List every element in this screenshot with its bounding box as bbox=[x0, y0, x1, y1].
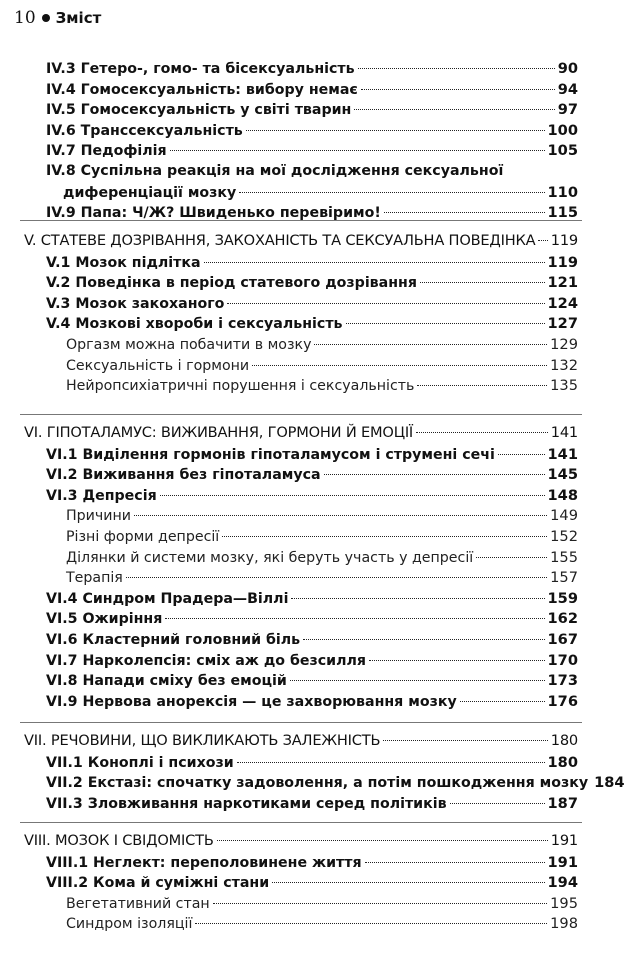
toc-page-number: 132 bbox=[550, 356, 578, 374]
toc-entry-label: Терапія bbox=[66, 570, 123, 587]
dot-leader bbox=[538, 240, 547, 241]
dot-leader bbox=[450, 803, 545, 804]
dot-leader bbox=[160, 495, 545, 496]
toc-page-number: 115 bbox=[547, 204, 578, 222]
toc-entry-label: IV.9 Папа: Ч/Ж? Швиденько перевіримо! bbox=[46, 205, 381, 222]
dot-leader bbox=[303, 639, 544, 640]
toc-entry-label: Сексуальність і гормони bbox=[66, 357, 250, 374]
toc-section-entry[interactable] bbox=[46, 629, 578, 650]
toc-section-entry[interactable] bbox=[46, 670, 578, 691]
toc-entry-label: VIII. МОЗОК І СВІДОМІСТЬ bbox=[24, 832, 214, 849]
dot-leader bbox=[165, 618, 544, 619]
toc-section-entry[interactable] bbox=[46, 202, 578, 223]
toc-page-number: 194 bbox=[547, 874, 578, 892]
toc-chapter-entry[interactable] bbox=[24, 830, 578, 851]
toc-entry-label: Нейропсихіатричні порушення і сексуальність bbox=[66, 378, 415, 395]
toc-entry-label: VI.7 Нарколепсія: сміх аж до безсилля bbox=[46, 652, 367, 669]
dot-leader bbox=[217, 840, 548, 841]
section-divider bbox=[20, 822, 582, 823]
toc-entry-label: VI.4 Синдром Прадера—Віллі bbox=[46, 590, 289, 607]
toc-entry-label: IV.5 Гомосексуальність у світі тварин bbox=[46, 102, 352, 119]
toc-page-number: 180 bbox=[550, 732, 578, 749]
toc-section-entry[interactable] bbox=[46, 485, 578, 506]
toc-page-number: 152 bbox=[550, 528, 578, 545]
toc-page-number: 176 bbox=[547, 692, 578, 710]
toc-page-number: 135 bbox=[550, 377, 578, 395]
dot-leader bbox=[237, 762, 545, 763]
toc-section-entry[interactable] bbox=[46, 608, 578, 629]
toc-entry-label: IV.8 Суспільна реакція на мої дослідження сексуальної bbox=[46, 163, 504, 179]
toc-page-number: 145 bbox=[547, 466, 578, 484]
dot-leader bbox=[324, 474, 545, 475]
toc-entry-label: Синдром ізоляції bbox=[66, 916, 193, 933]
bullet-icon bbox=[42, 14, 50, 22]
toc-page-number: 173 bbox=[547, 672, 578, 690]
toc-subentry[interactable] bbox=[66, 547, 578, 568]
dot-leader bbox=[369, 660, 545, 661]
dot-leader bbox=[134, 515, 547, 516]
toc-entry-label: VIII.2 Кома й суміжні стани bbox=[46, 875, 270, 892]
toc-page-number: 121 bbox=[547, 274, 578, 292]
toc-entry-label: VI.3 Депресія bbox=[46, 487, 157, 504]
toc-page-number: 191 bbox=[547, 853, 578, 871]
toc-subentry[interactable] bbox=[66, 913, 578, 934]
toc-entry-label: VI.8 Напади сміху без емоцій bbox=[46, 673, 287, 690]
toc-page-number: 94 bbox=[557, 80, 578, 98]
toc-section-entry[interactable] bbox=[46, 79, 578, 100]
toc-section-entry[interactable] bbox=[46, 99, 578, 120]
toc-page-number: 157 bbox=[550, 569, 578, 587]
toc-section-entry[interactable] bbox=[46, 140, 578, 161]
toc-page-number: 127 bbox=[547, 315, 578, 333]
toc-section-entry[interactable] bbox=[46, 252, 578, 273]
toc-page-number: 159 bbox=[547, 589, 578, 607]
toc-entry-label: IV.4 Гомосексуальність: вибору немає bbox=[46, 81, 358, 98]
toc-subentry[interactable] bbox=[66, 567, 578, 588]
toc-subentry[interactable] bbox=[66, 355, 578, 376]
toc-page-number: 141 bbox=[547, 445, 578, 463]
toc-entry-label: VIII.1 Неглект: переполовинене життя bbox=[46, 854, 362, 871]
dot-leader bbox=[476, 557, 547, 558]
dot-leader bbox=[420, 282, 545, 283]
toc-page-number: 90 bbox=[557, 60, 578, 77]
toc-entry-label: V. СТАТЕВЕ ДОЗРІВАННЯ, ЗАКОХАНІСТЬ ТА СЕКСУАЛЬНА ПОВЕДІНКА bbox=[24, 232, 536, 249]
page-number: 10 bbox=[14, 8, 36, 28]
toc-entry-label: V.3 Мозок закоханого bbox=[46, 295, 225, 312]
toc-page-number: 180 bbox=[547, 753, 578, 771]
dot-leader bbox=[358, 68, 555, 69]
toc-section-entry[interactable] bbox=[46, 872, 578, 893]
toc-page-number: 100 bbox=[547, 121, 578, 139]
toc-page-number: 170 bbox=[547, 651, 578, 669]
toc-page-number: 198 bbox=[550, 915, 578, 933]
dot-leader bbox=[195, 923, 547, 924]
toc-section-entry[interactable] bbox=[46, 464, 578, 485]
dot-leader bbox=[213, 903, 547, 904]
toc-section-entry[interactable] bbox=[46, 58, 578, 79]
toc-section-entry[interactable] bbox=[46, 313, 578, 334]
toc-subentry[interactable] bbox=[66, 334, 578, 355]
dot-leader bbox=[354, 109, 554, 110]
toc-section-entry[interactable] bbox=[46, 272, 578, 293]
toc-entry-label: V.4 Мозкові хвороби і сексуальність bbox=[46, 316, 343, 333]
dot-leader bbox=[384, 212, 545, 213]
toc-page-number: 187 bbox=[547, 794, 578, 812]
toc-page-number: 148 bbox=[547, 486, 578, 504]
toc-entry-label: VI.5 Ожиріння bbox=[46, 611, 163, 628]
toc-entry-label: V.1 Мозок підлітка bbox=[46, 254, 201, 271]
dot-leader bbox=[498, 454, 545, 455]
dot-leader bbox=[290, 680, 545, 681]
toc-section-entry[interactable] bbox=[46, 691, 578, 712]
toc-section-entry[interactable] bbox=[63, 182, 578, 203]
toc-chapter-entry[interactable] bbox=[24, 230, 578, 251]
toc-entry-label: V.2 Поведінка в період статевого дозрівання bbox=[46, 275, 417, 292]
dot-leader bbox=[291, 598, 544, 599]
toc-subentry[interactable] bbox=[66, 526, 578, 547]
dot-leader bbox=[222, 536, 547, 537]
toc-entry-label: VI.1 Виділення гормонів гіпоталамусом і струмені сечі bbox=[46, 446, 495, 463]
toc-section-entry[interactable] bbox=[46, 120, 578, 141]
toc-entry-label: Оргазм можна побачити в мозку bbox=[66, 337, 312, 353]
dot-leader bbox=[170, 150, 545, 151]
toc-entry-label: диференціації мозку bbox=[63, 184, 237, 201]
dot-leader bbox=[252, 365, 547, 366]
toc-page-number: 162 bbox=[547, 610, 578, 628]
toc-entry-label: Ділянки й системи мозку, які беруть участь у депресії bbox=[66, 549, 474, 566]
dot-leader bbox=[383, 740, 547, 741]
toc-page-number: 124 bbox=[547, 294, 578, 312]
toc-section-entry[interactable] bbox=[46, 772, 625, 793]
toc-section-entry[interactable] bbox=[46, 293, 578, 314]
section-divider bbox=[20, 722, 582, 723]
toc-page-number: 149 bbox=[550, 507, 578, 525]
toc-entry-label: VII.3 Зловживання наркотиками серед політиків bbox=[46, 795, 447, 812]
toc-entry-label: IV.7 Педофілія bbox=[46, 143, 167, 160]
toc-page-number: 191 bbox=[550, 832, 578, 849]
dot-leader bbox=[126, 577, 547, 578]
toc-page-number: 105 bbox=[547, 142, 578, 160]
toc-page-number: 97 bbox=[557, 101, 578, 119]
toc-section-entry[interactable] bbox=[46, 588, 578, 609]
toc-section-entry[interactable] bbox=[46, 444, 578, 465]
dot-leader bbox=[227, 303, 544, 304]
toc-page-number: 119 bbox=[550, 232, 578, 249]
toc-subentry[interactable] bbox=[66, 893, 578, 914]
toc-section-entry[interactable] bbox=[46, 752, 578, 773]
toc-entry-label: VII. РЕЧОВИНИ, ЩО ВИКЛИКАЮТЬ ЗАЛЕЖНІСТЬ bbox=[24, 732, 381, 749]
toc-section-entry[interactable] bbox=[46, 793, 578, 814]
toc-entry-label: Вегетативний стан bbox=[66, 895, 210, 912]
toc-page-number: 110 bbox=[547, 183, 578, 201]
toc-page-number: 129 bbox=[550, 336, 578, 353]
toc-entry-label: VII.1 Коноплі і психози bbox=[46, 754, 234, 771]
dot-leader bbox=[204, 262, 545, 263]
dot-leader bbox=[314, 344, 547, 345]
dot-leader bbox=[346, 323, 545, 324]
toc-chapter-entry[interactable] bbox=[24, 730, 578, 751]
dot-leader bbox=[460, 701, 545, 702]
toc-subentry[interactable] bbox=[66, 375, 578, 396]
toc-entry-label: VI.2 Виживання без гіпоталамуса bbox=[46, 467, 321, 484]
page-title: Зміст bbox=[55, 9, 102, 27]
toc-page-number: 155 bbox=[550, 548, 578, 566]
toc-subentry[interactable] bbox=[66, 505, 578, 526]
toc-entry-label: VII.2 Екстазі: спочатку задоволення, а потім пошкодження мозку bbox=[46, 775, 589, 792]
toc-page-number: 167 bbox=[547, 631, 578, 648]
toc-entry-label: IV.6 Транссексуальність bbox=[46, 122, 243, 139]
toc-page-number: 141 bbox=[550, 424, 578, 441]
page-header bbox=[14, 8, 101, 28]
toc-section-entry[interactable] bbox=[46, 650, 578, 671]
toc-page-number: 119 bbox=[547, 253, 578, 271]
dot-leader bbox=[272, 882, 544, 883]
dot-leader bbox=[246, 130, 545, 131]
toc-entry-line1 bbox=[46, 161, 503, 182]
toc-entry-label: Різні форми депресії bbox=[66, 529, 220, 545]
dot-leader bbox=[361, 89, 555, 90]
toc-entry-label: Причини bbox=[66, 508, 131, 525]
dot-leader bbox=[417, 385, 547, 386]
toc-page-number: 195 bbox=[550, 894, 578, 912]
dot-leader bbox=[416, 432, 548, 433]
toc-section-entry[interactable] bbox=[46, 852, 578, 873]
dot-leader bbox=[365, 862, 545, 863]
section-divider bbox=[20, 414, 582, 415]
dot-leader bbox=[239, 192, 544, 193]
toc-chapter-entry[interactable] bbox=[24, 422, 578, 443]
toc-entry-label: VI.9 Нервова анорексія — це захворювання мозку bbox=[46, 693, 457, 710]
toc-entry-label: VI.6 Кластерний головний біль bbox=[46, 632, 301, 648]
toc-entry-label: IV.3 Гетеро-, гомо- та бісексуальність bbox=[46, 61, 355, 77]
toc-entry-label: VI. ГІПОТАЛАМУС: ВИЖИВАННЯ, ГОРМОНИ Й ЕМОЦІЇ bbox=[24, 424, 414, 441]
toc-page-number: 184 bbox=[594, 774, 625, 792]
